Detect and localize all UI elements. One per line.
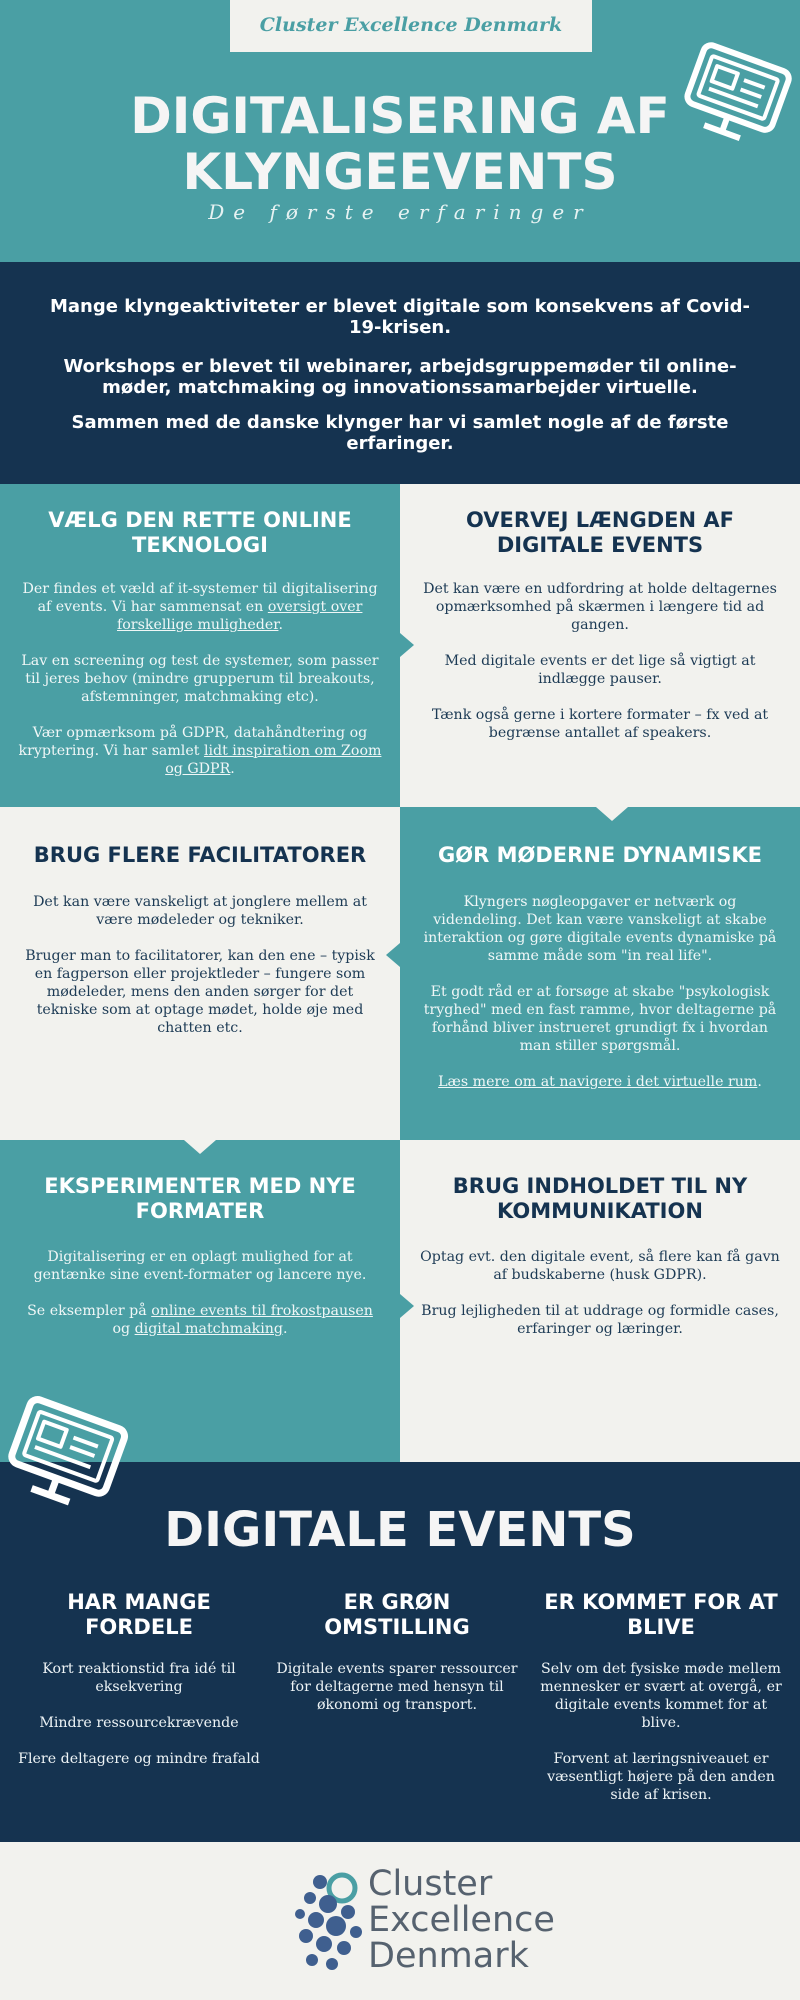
- title-line-2: KLYNGEEVENTS: [182, 143, 618, 201]
- logo-line-3: Denmark: [368, 1936, 529, 1976]
- arrow-left: [386, 943, 400, 967]
- arrow-right: [400, 633, 414, 657]
- section-paragraph: Tænk også gerne i kortere formater – fx ved at begrænse antallet af speakers.: [431, 707, 769, 741]
- section-event-length: [400, 484, 800, 807]
- section-paragraph: Med digitale events er det lige så vigtigt at indlægge pauser.: [444, 653, 756, 687]
- monitor-icon: [676, 40, 794, 152]
- intro-paragraph-2: Workshops er blevet til webinarer, arbejdsgruppemøder til online-møder, matchmaking og innovationssamarbejder virtuelle.: [63, 356, 737, 398]
- arrow-down: [184, 1140, 216, 1154]
- column-title: HAR MANGE FORDELE: [67, 1590, 211, 1639]
- section-paragraph: Der findes et væld af it-systemer til digitalisering af events. Vi har sammensat en oversigt over forskellige muligheder.: [22, 581, 378, 633]
- column-paragraph: Kort reaktionstid fra idé til eksekvering: [42, 1661, 236, 1695]
- column-paragraph: Digitale events sparer ressourcer for deltagerne med hensyn til økonomi og transport.: [276, 1661, 518, 1713]
- section-online-technology: [0, 484, 400, 807]
- section-paragraph: Brug lejligheden til at uddrage og formidle cases, erfaringer og læringer.: [421, 1303, 779, 1337]
- summary-column-here-to-stay: [536, 1590, 786, 1822]
- logo-text: [368, 1866, 555, 1974]
- section-title: OVERVEJ LÆNGDEN AF DIGITALE EVENTS: [465, 508, 735, 557]
- section-paragraph: Et godt råd er at forsøge at skabe "psykologisk tryghed" med en fast ramme, hvor deltagerne på forhånd bliver instrueret grundigt fx i hvordan man stiller spørgsmål.: [423, 984, 777, 1054]
- title-line-1: DIGITALISERING AF: [130, 87, 670, 145]
- section-paragraph: Det kan være vanskeligt at jonglere mellem at være mødeleder og tekniker.: [33, 894, 367, 928]
- link-lunch-events[interactable]: online events til frokostpausen: [151, 1303, 373, 1319]
- section-paragraph: Vær opmærksom på GDPR, datahåndtering og kryptering. Vi har samlet lidt inspiration om Zoom og GDPR.: [18, 725, 382, 777]
- link-oversigt[interactable]: oversigt over forskellige muligheder: [117, 599, 363, 633]
- section-new-communication: [400, 1140, 800, 1462]
- page-subtitle: De første erfaringer: [208, 200, 592, 224]
- footer: [0, 1842, 800, 2000]
- section-paragraph: Klyngers nøgleopgaver er netværk og videndeling. Det kan være vanskeligt at skabe interaktion og gøre digitale events dynamiske på samme måde som "in real life".: [423, 894, 777, 964]
- section-paragraph: Optag evt. den digitale event, så flere kan få gavn af budskaberne (husk GDPR).: [420, 1249, 780, 1283]
- summary-column-green: [272, 1590, 522, 1732]
- cluster-logo-icon: [290, 1868, 366, 1976]
- header-section: [0, 0, 800, 262]
- summary-column-benefits: [14, 1590, 264, 1786]
- section-title: EKSPERIMENTER MED NYE FORMATER: [44, 1174, 356, 1223]
- section-title: BRUG FLERE FACILITATORER: [33, 843, 367, 867]
- link-virtual-room[interactable]: Læs mere om at navigere i det virtuelle rum: [438, 1074, 758, 1090]
- intro-paragraph-3: Sammen med de danske klynger har vi samlet nogle af de første erfaringer.: [71, 412, 729, 454]
- column-paragraph: Forvent at læringsniveauet er væsentligt højere på den anden side af krisen.: [547, 1751, 775, 1803]
- section-paragraph: Digitalisering er en oplagt mulighed for at gentænke sine event-formater og lancere nye.: [33, 1249, 367, 1283]
- summary-title: DIGITALE EVENTS: [164, 1502, 636, 1558]
- monitor-icon: [0, 1396, 130, 1520]
- section-paragraph: Bruger man to facilitatorer, kan den ene – typisk en fagperson eller projektleder – fungere som mødeleder, mens den anden sørger for det tekniske som at optage mødet, holde øje med chatten etc.: [25, 948, 375, 1036]
- section-paragraph: Læs mere om at navigere i det virtuelle rum.: [438, 1074, 762, 1090]
- section-title: GØR MØDERNE DYNAMISKE: [438, 843, 762, 867]
- logo-line-1: Cluster: [368, 1864, 493, 1904]
- column-paragraph: Flere deltagere og mindre frafald: [18, 1751, 260, 1767]
- link-zoom-gdpr[interactable]: lidt inspiration om Zoom og GDPR: [165, 743, 382, 777]
- top-tag: Cluster Excellence Denmark: [230, 0, 592, 52]
- section-title: VÆLG DEN RETTE ONLINE TEKNOLOGI: [48, 508, 352, 557]
- section-paragraph: Det kan være en udfordring at holde deltagernes opmærksomhed på skærmen i længere tid ad gangen.: [423, 581, 777, 633]
- section-paragraph: Se eksempler på online events til frokostpausen og digital matchmaking.: [27, 1303, 373, 1337]
- intro-section: [0, 262, 800, 484]
- section-title: BRUG INDHOLDET TIL NY KOMMUNIKATION: [452, 1174, 748, 1223]
- link-digital-matchmaking[interactable]: digital matchmaking: [134, 1321, 284, 1337]
- intro-paragraph-1: Mange klyngeaktiviteter er blevet digitale som konsekvens af Covid-19-krisen.: [50, 296, 750, 338]
- section-paragraph: Lav en screening og test de systemer, som passer til jeres behov (mindre grupperum til breakouts, afstemninger, matchmaking etc).: [21, 653, 379, 705]
- logo-line-2: Excellence: [368, 1900, 555, 1940]
- column-paragraph: Mindre ressourcekrævende: [39, 1715, 239, 1731]
- arrow-down: [596, 807, 628, 821]
- column-title: ER GRØN OMSTILLING: [324, 1590, 470, 1639]
- column-paragraph: Selv om det fysiske møde mellem mennesker er svært at overgå, er digitale events kommet for at blive.: [540, 1661, 782, 1731]
- section-dynamic-meetings: [400, 807, 800, 1140]
- section-facilitators: [0, 807, 400, 1140]
- column-title: ER KOMMET FOR AT BLIVE: [544, 1590, 778, 1639]
- arrow-right: [400, 1294, 414, 1318]
